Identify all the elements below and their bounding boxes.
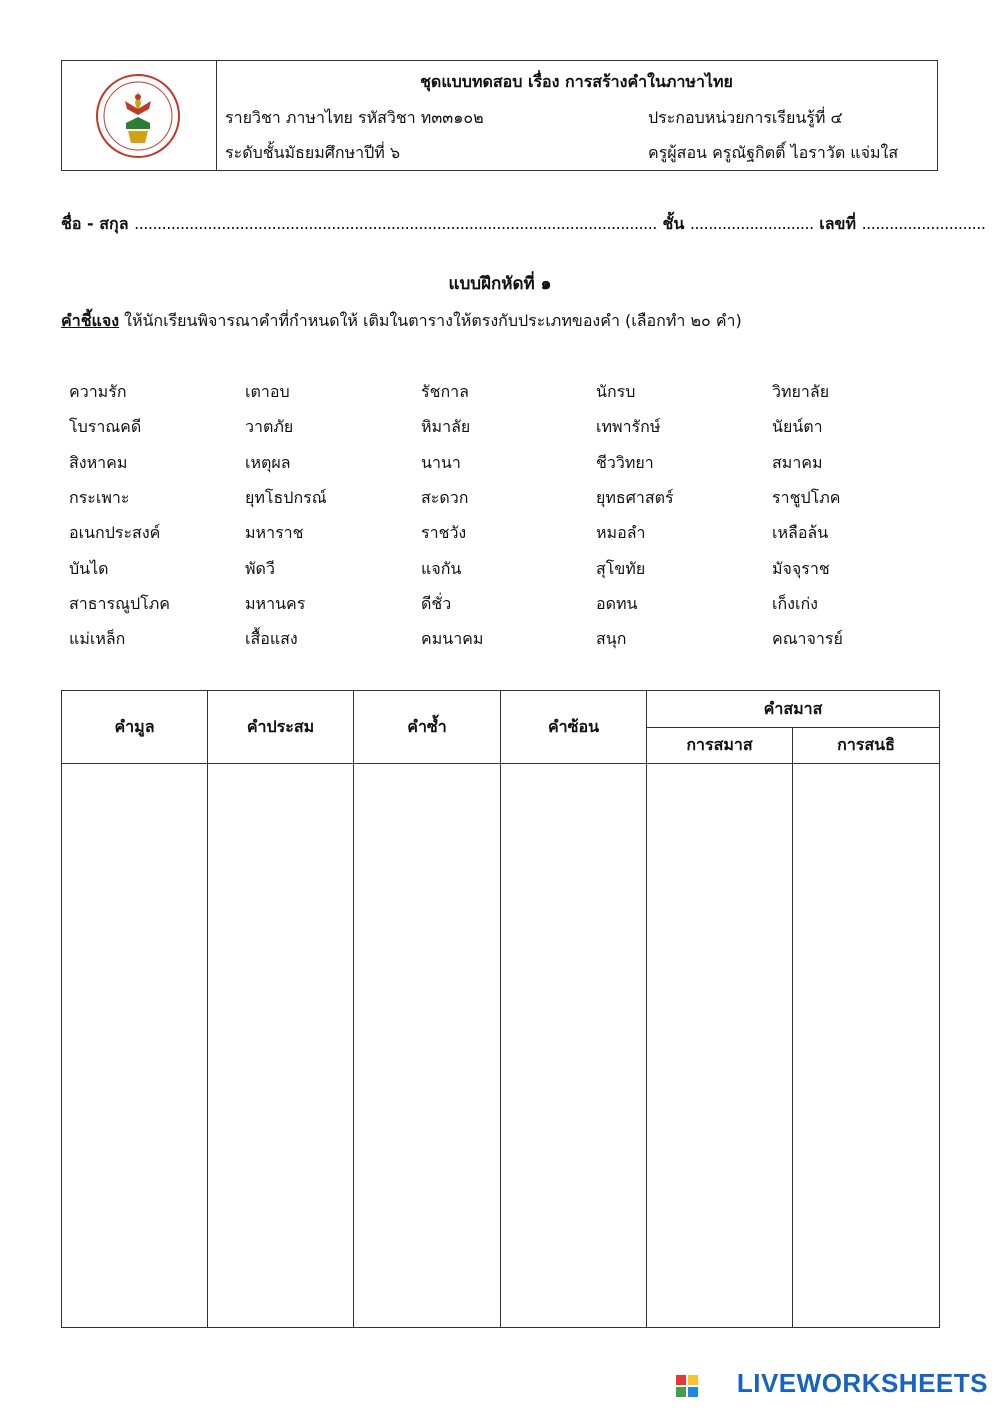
name-label: ชื่อ - สกุล [61,214,129,233]
word-item: ดีชั่ว [421,594,452,613]
answer-table-wrap [61,690,939,1328]
header-repeated-word: คำซ้ำ [354,691,501,764]
answer-cell-samas[interactable] [647,764,793,1328]
word-item: ราชวัง [421,523,467,542]
word-item: สมาคม [772,453,823,472]
word-item: แม่เหล็ก [69,629,126,648]
number-field[interactable]: ........................... [861,214,986,233]
header-samas: การสมาส [647,728,793,764]
word-item: สนุก [596,629,627,648]
level-line: ระดับชั้นมัธยมศึกษาปีที่ ๖ [225,143,401,162]
instruction [61,309,742,334]
word-item: วิทยาลัย [772,382,830,401]
word-item: อเนกประสงค์ [69,523,161,542]
word-item: มัจจุราช [772,559,830,578]
class-label: ชั้น [662,214,685,233]
word-item: ความรัก [69,382,127,401]
word-item: มหานคร [245,594,306,613]
class-field[interactable]: ........................... [689,214,814,233]
word-item: สิงหาคม [69,453,128,472]
word-item: เทพารักษ์ [596,417,661,436]
instruction-text: ให้นักเรียนพิจารณาคำที่กำหนดให้ เติมในตารางให้ตรงกับประเภทของคำ (เลือกทำ ๒๐ คำ) [119,311,742,330]
answer-cell-couple[interactable] [501,764,647,1328]
student-info-line [61,212,986,237]
teacher-line: ครูผู้สอน ครูณัฐกิตติ์ ไอราวัต แจ่มใส [648,143,899,162]
number-label: เลขที่ [819,214,857,233]
word-item: นานา [421,453,461,472]
word-item: อดทน [596,594,638,613]
word-item: ยุทธศาสตร์ [596,488,674,507]
unit-line: ประกอบหน่วยการเรียนรู้ที่ ๔ [648,108,843,127]
instruction-label: คำชี้แจง [61,311,120,330]
word-item: นัยน์ตา [772,417,823,436]
word-item: มหาราช [245,523,304,542]
word-item: เหลือล้น [772,523,829,542]
header-sonthi: การสนธิ [793,728,940,764]
word-item: หิมาลัย [421,417,471,436]
word-item: สะดวก [421,488,469,507]
answer-cell-compound[interactable] [208,764,354,1328]
word-item: สุโขทัย [596,559,646,578]
subject-line: รายวิชา ภาษาไทย รหัสวิชา ท๓๓๑๐๒ [225,108,484,127]
word-item: เก็งเก่ง [772,594,818,613]
word-item: เหตุผล [245,453,291,472]
word-item: พัดวี [245,559,275,578]
word-item: โบราณคดี [69,417,142,436]
answer-cell-repeat[interactable] [354,764,501,1328]
word-item: ชีววิทยา [596,453,654,472]
word-item: ยุทโธปกรณ์ [245,488,327,507]
exercise-title: แบบฝึกหัดที่ ๑ [448,274,552,294]
word-item: รัชกาล [421,382,469,401]
header-root-word: คำมูล [62,691,208,764]
footer-brand: LIVEWORKSHEETS [736,1368,988,1398]
word-item: ราชูปโภค [772,488,841,507]
word-item: เสื้อแสง [245,629,298,648]
word-item: เตาอบ [245,382,290,401]
answer-table [61,690,940,1328]
header-samas-group: คำสมาส [647,691,940,728]
word-item: กระเพาะ [69,488,130,507]
header-title: ชุดแบบทดสอบ เรื่อง การสร้างคำในภาษาไทย [420,72,733,91]
word-item: คณาจารย์ [772,629,843,648]
word-item: บันได [69,559,109,578]
header-box [61,60,938,171]
word-item: วาตภัย [245,417,294,436]
word-item: แจกัน [421,559,462,578]
word-item: คมนาคม [421,629,484,648]
word-item: หมอลำ [596,523,646,542]
liveworksheets-logo-icon [676,1375,698,1397]
header-couple-word: คำซ้อน [501,691,647,764]
header-compound-word: คำประสม [208,691,354,764]
school-logo-cell [62,61,217,170]
answer-cell-root[interactable] [62,764,208,1328]
name-field[interactable]: .................................................................................................................. [134,214,657,233]
word-item: สาธารณูปโภค [69,594,170,613]
word-item: นักรบ [596,382,636,401]
school-logo-icon [95,73,181,159]
answer-cell-sonthi[interactable] [793,764,940,1328]
